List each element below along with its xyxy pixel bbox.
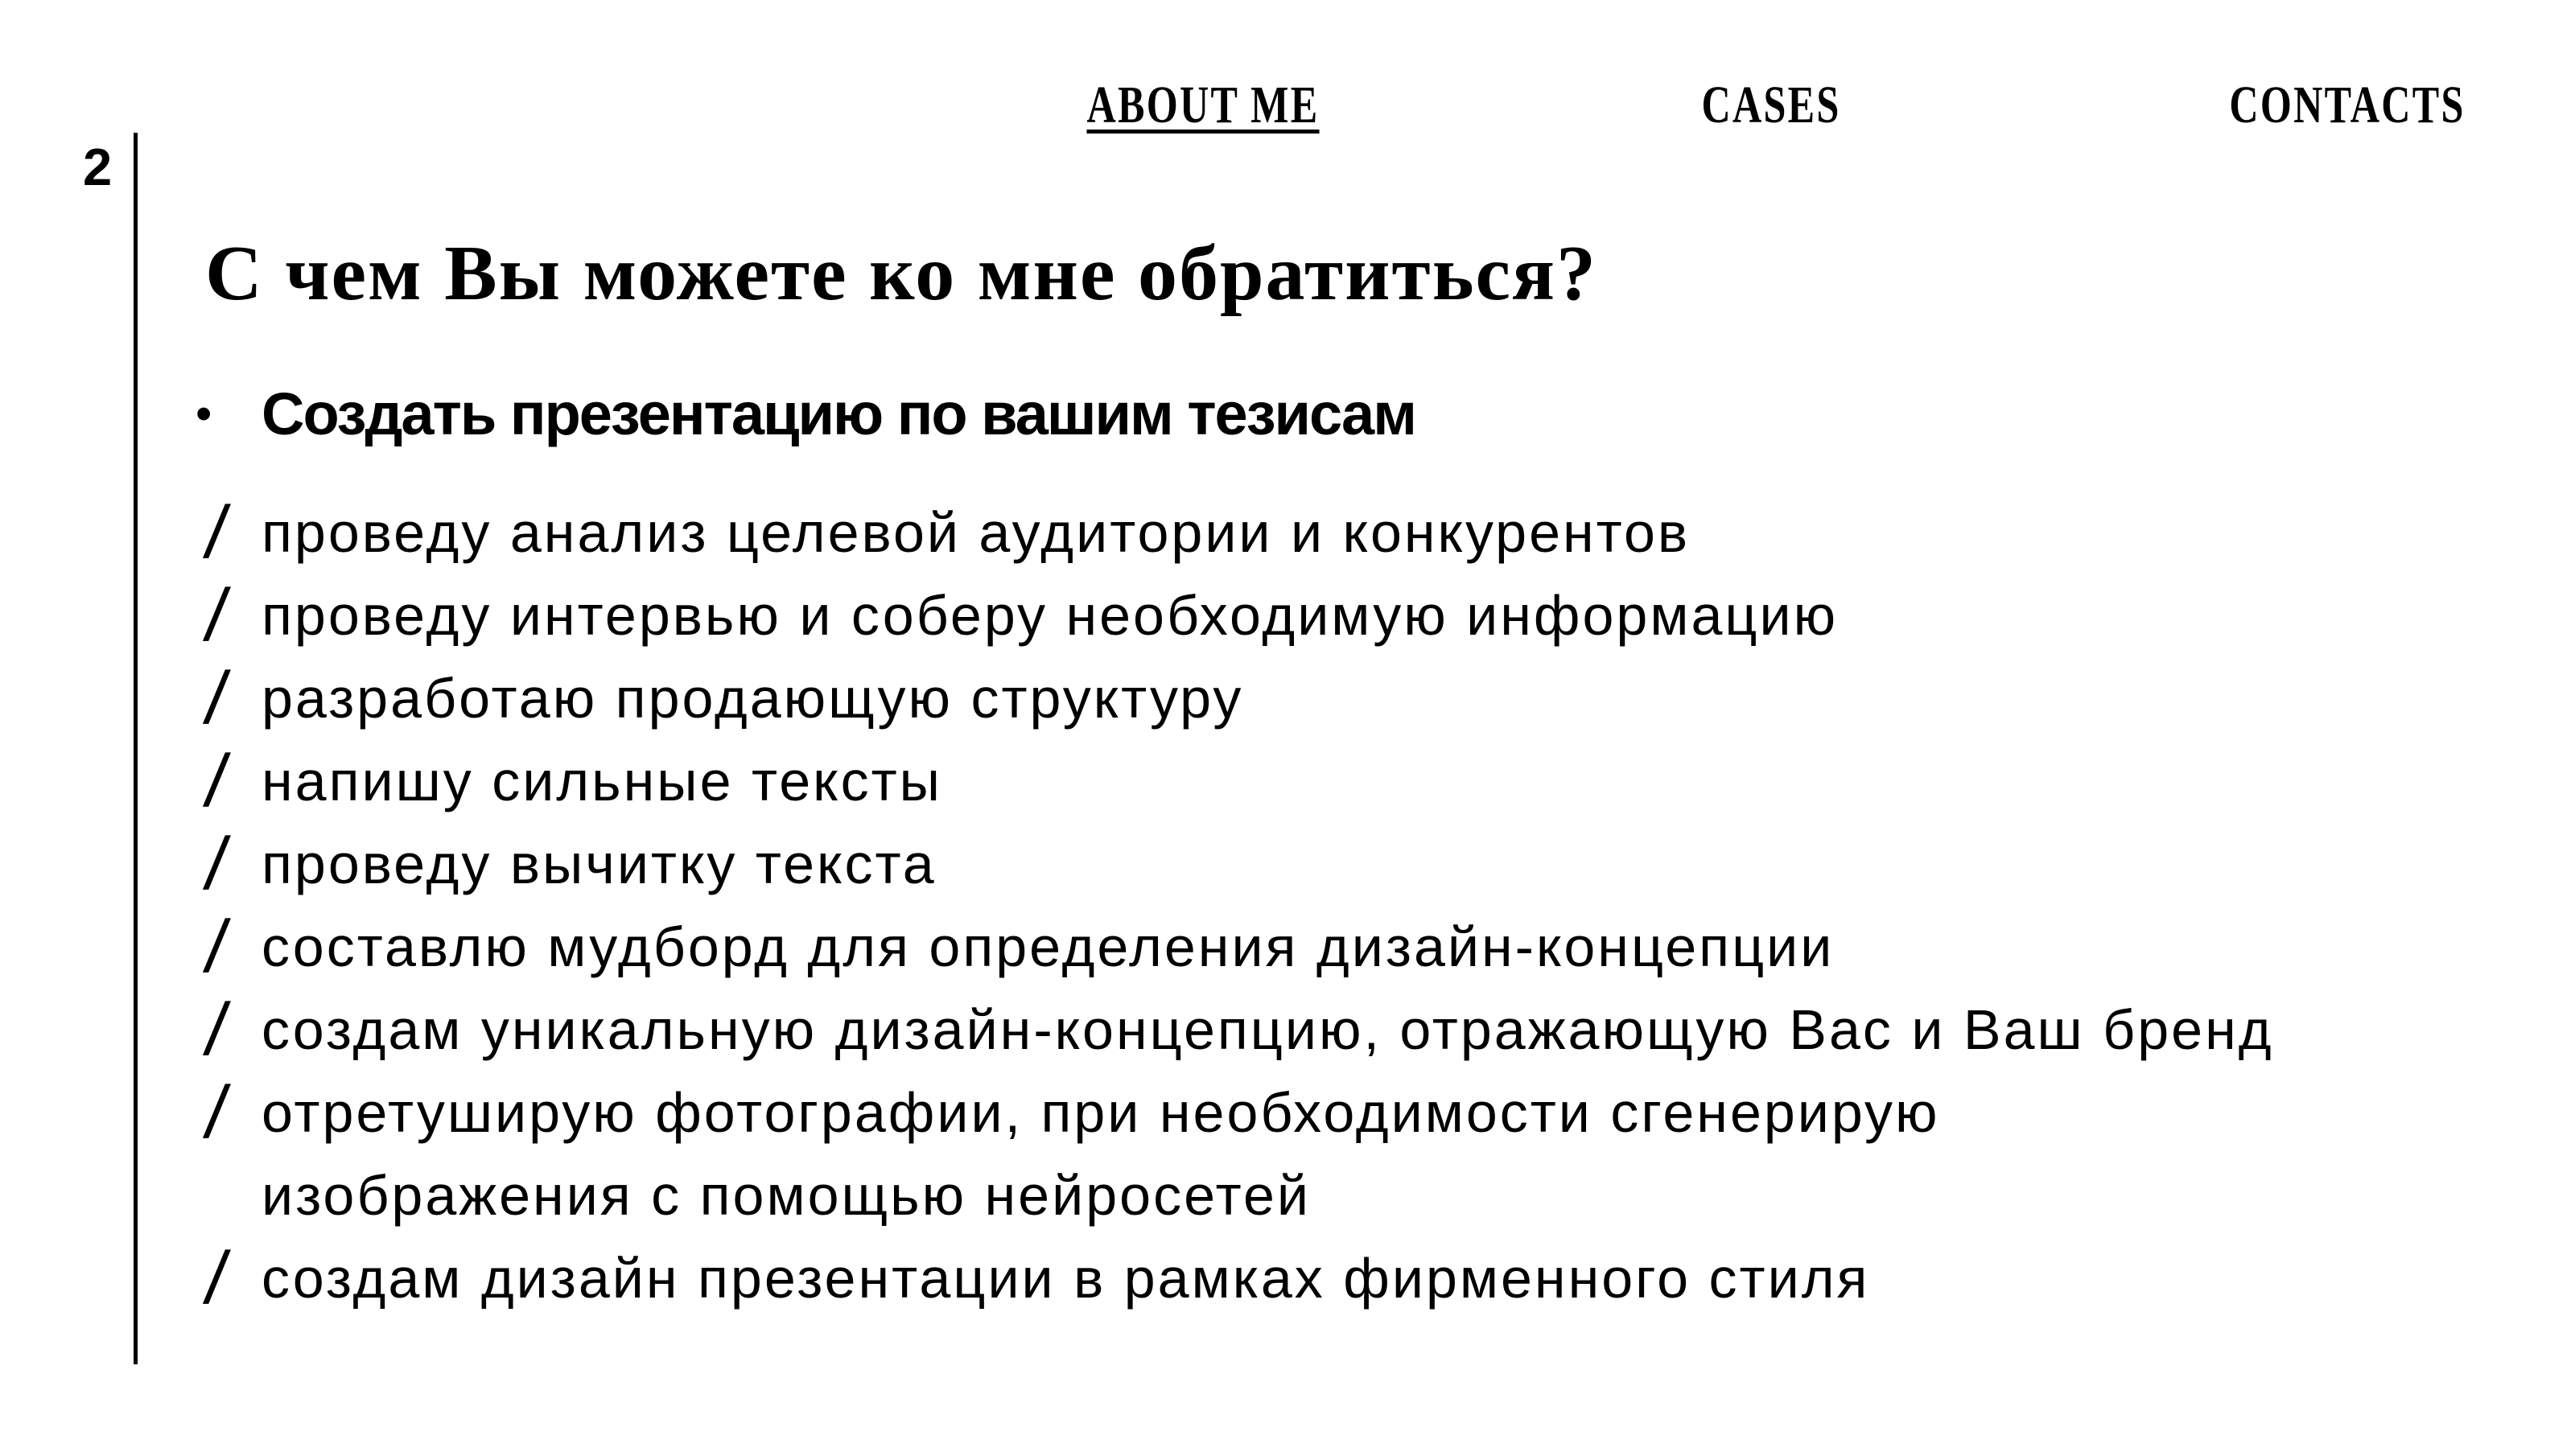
- service-item-text: составлю мудборд для определения дизайн-концепции: [262, 915, 1835, 978]
- slash-icon: /: [200, 492, 236, 574]
- nav-item-cases[interactable]: [1679, 76, 1863, 134]
- slash-icon: /: [200, 1071, 236, 1154]
- nav-item-about-me[interactable]: [1050, 76, 1356, 134]
- lead-bullet-text: Создать презентацию по вашим тезисам: [262, 380, 1415, 447]
- service-item-text: проведу интервью и соберу необходимую информацию: [262, 584, 1839, 647]
- services-list: [200, 492, 2274, 1320]
- bullet-icon: •: [196, 388, 212, 440]
- page-title: С чем Вы можете ко мне обратиться?: [205, 230, 1598, 317]
- service-item: [200, 989, 2274, 1071]
- service-item-text: проведу анализ целевой аудитории и конкурентов: [262, 501, 1691, 564]
- service-item-text: напишу сильные тексты: [262, 750, 942, 812]
- service-item-text: отретуширую фотографии, при необходимости сгенерирую: [262, 1081, 1940, 1144]
- slash-icon: /: [200, 989, 236, 1071]
- service-item-text: разработаю продающую структуру: [262, 667, 1244, 730]
- slash-icon: /: [200, 574, 236, 656]
- service-item-text: создам дизайн презентации в рамках фирменного стиля: [262, 1247, 1870, 1310]
- vertical-rule: [134, 133, 138, 1364]
- service-item-text-continuation: изображения с помощью нейросетей: [262, 1164, 1311, 1227]
- nav-item-cases-label: CASES: [1701, 76, 1841, 134]
- service-item-text: создам уникальную дизайн-концепцию, отражающую Вас и Ваш бренд: [262, 998, 2274, 1061]
- service-item: [200, 657, 2174, 740]
- service-item-text: проведу вычитку текста: [262, 833, 937, 895]
- service-item: [200, 1071, 2174, 1237]
- service-item: [200, 740, 2174, 823]
- service-item: [200, 574, 2174, 657]
- service-item: [200, 492, 2174, 574]
- service-item: [200, 1237, 2174, 1320]
- lead-bullet-item: [196, 382, 1415, 463]
- service-item: [200, 906, 2174, 989]
- slash-icon: /: [200, 823, 236, 905]
- nav-item-contacts-label: CONTACTS: [2229, 76, 2466, 134]
- slash-icon: /: [200, 740, 236, 822]
- page-number: 2: [83, 138, 113, 196]
- service-item: [200, 823, 2174, 906]
- slash-icon: /: [200, 906, 236, 988]
- slash-icon: /: [200, 1237, 236, 1319]
- slash-icon: /: [200, 657, 236, 739]
- nav-item-about-me-label: ABOUT ME: [1086, 76, 1320, 134]
- nav-item-contacts[interactable]: [2192, 76, 2503, 134]
